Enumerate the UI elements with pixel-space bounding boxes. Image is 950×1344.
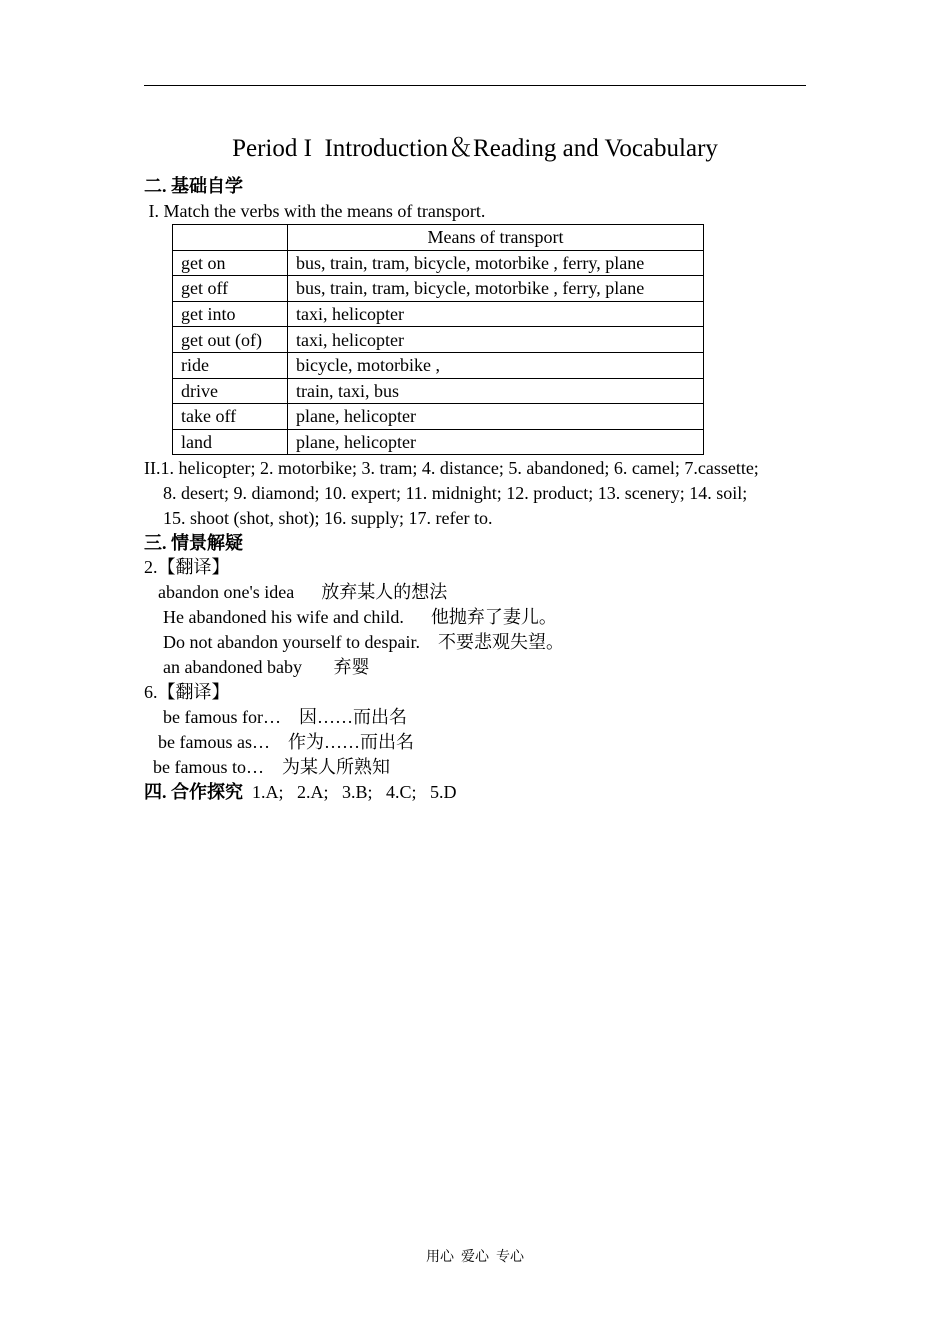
verb-cell: get out (of): [173, 327, 288, 353]
example-line: an abandoned baby 弃婴: [163, 657, 370, 677]
header-rule: [144, 85, 806, 86]
transport-cell: plane, helicopter: [288, 404, 704, 430]
verb-cell: ride: [173, 352, 288, 378]
transport-cell: taxi, helicopter: [288, 327, 704, 353]
item2-label: 2.【翻译】: [144, 557, 230, 577]
table-header-cell: [173, 225, 288, 251]
verb-cell: drive: [173, 378, 288, 404]
vocab-line: 8. desert; 9. diamond; 10. expert; 11. midnight; 12. product; 13. scenery; 14. soil;: [163, 483, 748, 503]
transport-cell: taxi, helicopter: [288, 301, 704, 327]
table-row: [173, 327, 704, 353]
table-row: [173, 429, 704, 455]
transport-table: [172, 224, 704, 455]
verb-cell: get off: [173, 276, 288, 302]
verb-cell: land: [173, 429, 288, 455]
section4-heading: 四. 合作探究: [144, 782, 243, 802]
table-header-cell: Means of transport: [288, 225, 704, 251]
table-row: [173, 250, 704, 276]
answer-key: 1.A; 2.A; 3.B; 4.C; 5.D: [243, 782, 457, 802]
verb-cell: get on: [173, 250, 288, 276]
transport-cell: plane, helicopter: [288, 429, 704, 455]
section4-line: [144, 780, 457, 804]
vocab-line: 15. shoot (shot, shot); 16. supply; 17. refer to.: [163, 508, 493, 528]
transport-cell: bicycle, motorbike ,: [288, 352, 704, 378]
table-row: [173, 378, 704, 404]
transport-cell: train, taxi, bus: [288, 378, 704, 404]
example-line: be famous as… 作为……而出名: [158, 732, 414, 752]
table-row: [173, 301, 704, 327]
verb-cell: take off: [173, 404, 288, 430]
example-line: abandon one's idea 放弃某人的想法: [158, 582, 448, 602]
example-line: Do not abandon yourself to despair. 不要悲观失望。: [163, 632, 564, 652]
item6-label: 6.【翻译】: [144, 682, 230, 702]
table-row: [173, 404, 704, 430]
page-title: Period I Introduction＆Reading and Vocabulary: [232, 135, 718, 162]
section2-heading: 二. 基础自学: [144, 176, 243, 196]
page-footer: 用心 爱心 专心: [426, 1250, 524, 1265]
transport-cell: bus, train, tram, bicycle, motorbike , ferry, plane: [288, 250, 704, 276]
section3-heading: 三. 情景解疑: [144, 533, 243, 553]
table-header-row: [173, 225, 704, 251]
table-row: [173, 352, 704, 378]
example-line: be famous to… 为某人所熟知: [153, 757, 390, 777]
vocab-line: II.1. helicopter; 2. motorbike; 3. tram; 4. distance; 5. abandoned; 6. camel; 7.cassette;: [144, 458, 759, 478]
verb-cell: get into: [173, 301, 288, 327]
table-row: [173, 276, 704, 302]
example-line: He abandoned his wife and child. 他抛弃了妻儿。: [163, 607, 557, 627]
transport-cell: bus, train, tram, bicycle, motorbike , ferry, plane: [288, 276, 704, 302]
table-instruction: I. Match the verbs with the means of transport.: [144, 201, 486, 221]
example-line: be famous for… 因……而出名: [163, 707, 407, 727]
